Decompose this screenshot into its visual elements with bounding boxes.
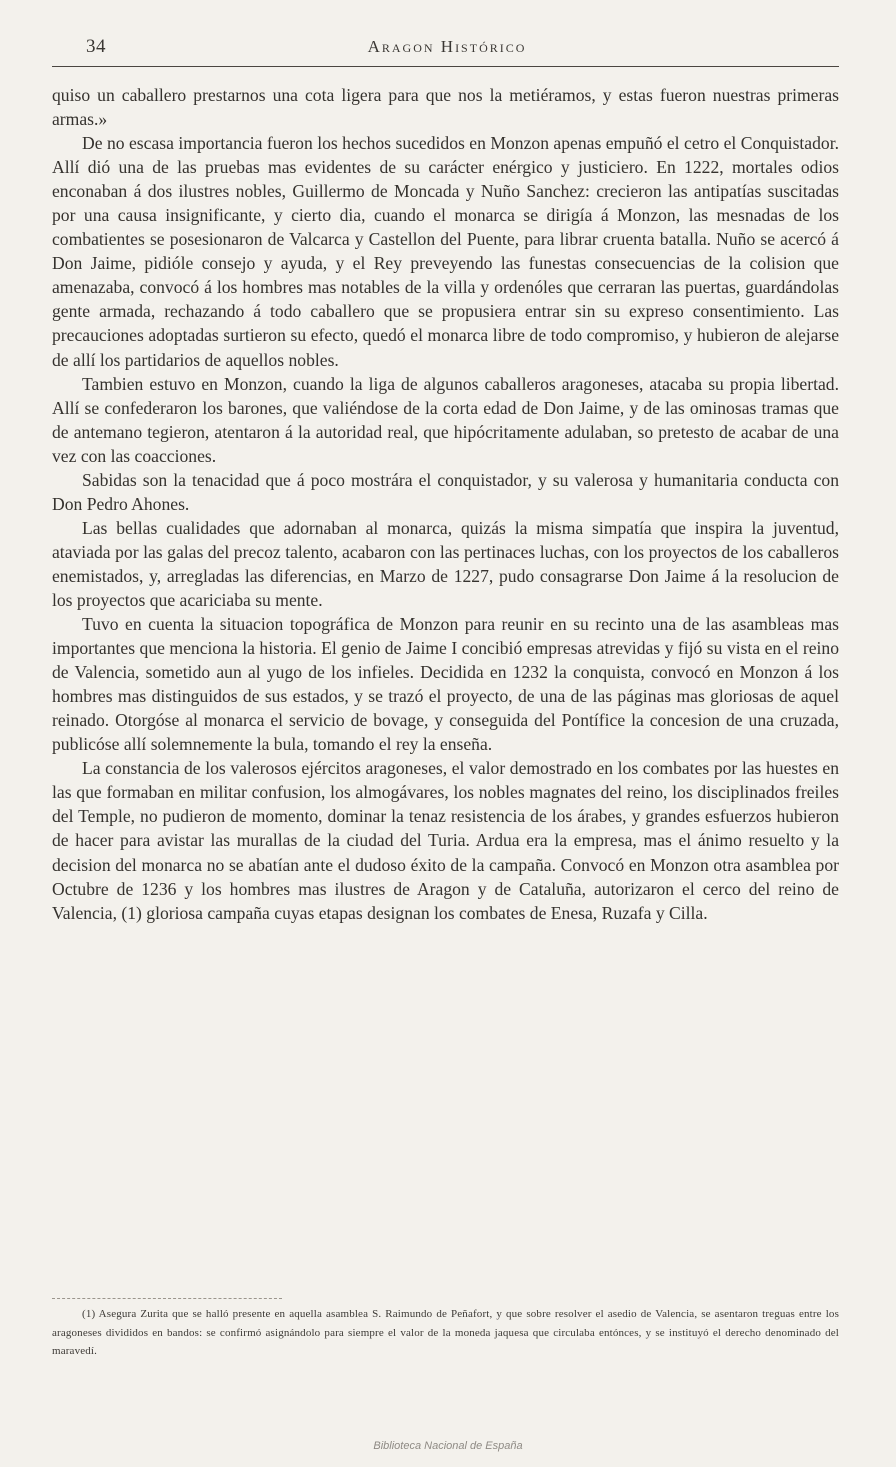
paragraph: Tambien estuvo en Monzon, cuando la liga de algunos caballeros aragoneses, atacaba su propia libertad. Allí se confederaron los barones, que valiéndose de la corta edad de Don Jaime, y de las ominosas tramas que de antemano tegieron, atentaron á la autoridad real, que hipócritamente adulaban, so pretesto de acabar de una vez con las coacciones. (52, 373, 839, 466)
footnote-rule (52, 1298, 282, 1299)
header-rule (52, 66, 839, 67)
paragraph: quiso un caballero prestarnos una cota ligera para que nos la metiéramos, y estas fueron nuestras primeras armas.» (52, 85, 839, 130)
paragraph: La constancia de los valerosos ejércitos aragoneses, el valor demostrado en los combates por las huestes en las que formaban en militar confusion, los almogávares, los nobles magnates del reino, los disciplinados freiles del Temple, no pudieron de momento, dominar la tenaz resistencia de los árabes, y grandes esfuerzos hubieron de hacer para avistar las murallas de la ciudad del Turia. Ardua era la empresa, mas el ánimo resuelto y la decision del monarca no se abatían ante el dudoso éxito de la campaña. Convocó en Monzon otra asamblea por Octubre de 1236 y los hombres mas ilustres de Aragon y de Cataluña, autorizaron el cerco del reino de Valencia, (1) gloriosa campaña cuyas etapas designan los combates de Enesa, Ruzafa y Cilla. (52, 758, 839, 923)
footnote (52, 1305, 839, 1361)
footnote-text: (1) Asegura Zurita que se halló presente en aquella asamblea S. Raimundo de Peñafort, y que sobre resolver el asedio de Valencia, se asentaron treguas entre los aragoneses divididos en bandos: se confirmó asignándolo para siempre el valor de la moneda jaquesa que circulaba entónces, y se instituyó el derecho denominado del maravedí. (52, 1308, 839, 1357)
page-header (52, 34, 842, 64)
paragraph: Las bellas cualidades que adornaban al monarca, quizás la misma simpatía que inspira la juventud, ataviada por las galas del precoz talento, acabaron con las pertinaces luchas, con los proyectos de los caballeros enemistados, y, arregladas las diferencias, en Marzo de 1227, pudo consagrarse Don Jaime á la resolucion de los proyectos que acariciaba su mente. (52, 517, 839, 610)
running-head: Aragon Histórico (367, 37, 527, 56)
library-watermark: Biblioteca Nacional de España (373, 1440, 523, 1452)
body-text (52, 83, 839, 925)
page-number: 34 (86, 36, 106, 57)
paragraph: De no escasa importancia fueron los hechos sucedidos en Monzon apenas empuñó el cetro el Conquistador. Allí dió una de las pruebas mas evidentes de su carácter enérgico y justiciero. En 1222, mortales odios enconaban á dos ilustres nobles, Guillermo de Moncada y Nuño Sanchez: crecieron las antipatías suscitadas por una causa insignificante, y cierto dia, cuando el monarca se dirigía á Monzon, las mesnadas de los combatientes se posesionaron de Valcarca y Castellon del Puente, para librar cruenta batalla. Nuño se acercó á Don Jaime, pidióle consejo y ayuda, y el Rey preveyendo las funestas consecuencias de la colision que amenazaba, convocó á los hombres mas notables de la villa y ordenóles que cerraran las puertas, guardándolas gente armada, rechazando á todo caballero que se propusiera entrar sin su expreso consentimiento. Las precauciones adoptadas surtieron su efecto, quedó el monarca libre de todo compromiso, y hubieron de alejarse de allí los partidarios de aquellos nobles. (52, 133, 839, 370)
paragraph: Tuvo en cuenta la situacion topográfica de Monzon para reunir en su recinto una de las asambleas mas importantes que menciona la historia. El genio de Jaime I concibió empresas atrevidas y fijó su vista en el reino de Valencia, sometido aun al yugo de los infieles. Decidida en 1232 la conquista, convocó en Monzon á los hombres mas distinguidos de sus estados, y se trazó el proyecto, de una de las páginas mas gloriosas de aquel reinado. Otorgóse al monarca el servicio de bovage, y conseguida del Pontífice la concesion de una cruzada, publicóse allí solemnemente la bula, tomando el rey la enseña. (52, 614, 839, 755)
paragraph: Sabidas son la tenacidad que á poco mostrára el conquistador, y su valerosa y humanitaria conducta con Don Pedro Ahones. (52, 469, 839, 514)
